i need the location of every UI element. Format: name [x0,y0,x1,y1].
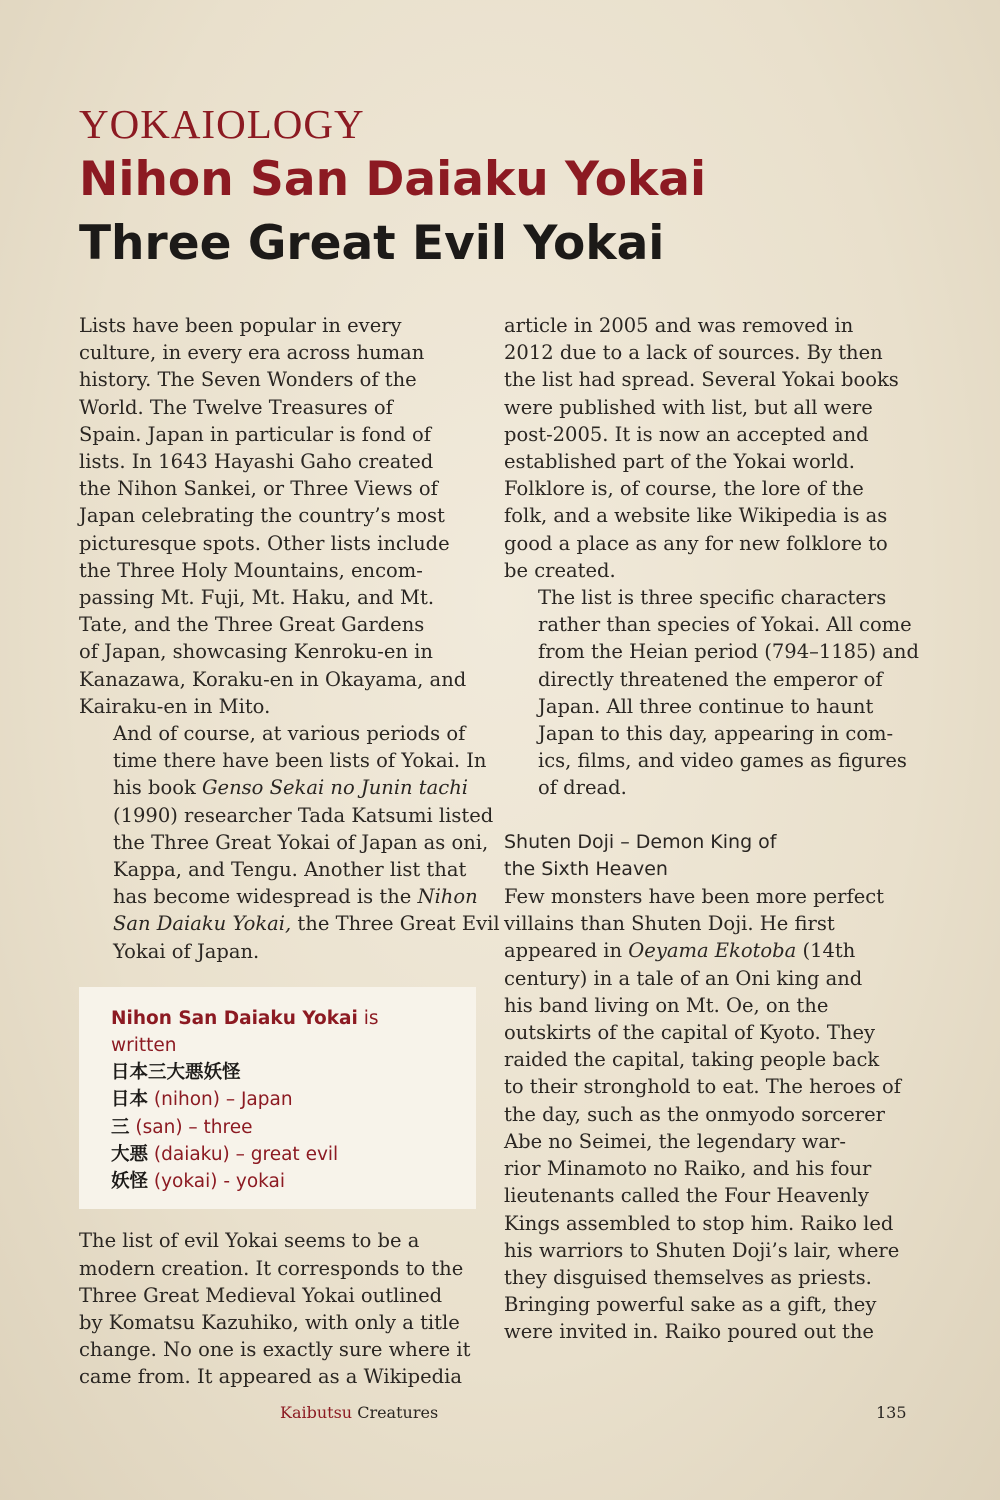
right-paragraph-2 [504,584,919,802]
text-line [79,774,479,801]
text-line: article in 2005 and was removed in [504,314,854,337]
text-line: of dread. [538,776,627,800]
text-line: The list of evil Yokai seems to be a [79,1229,420,1253]
text-span: the Three Great Evil [291,912,500,936]
text-line: were published with list, but all were [504,395,873,419]
text-line: Kappa, and Tengu. Another list that [113,858,467,882]
text-line: established part of the Yokai world. [504,450,855,474]
right-paragraph-1 [504,312,904,584]
italic-term: Nihon [417,885,478,909]
text-line: change. No one is exactly sure where it [79,1338,471,1362]
text-line: they disguised themselves as priests. [504,1265,872,1289]
text-line: good a place as any for new folklore to [504,531,888,555]
text-line: raided the capital, taking people back [504,1048,880,1072]
sidebar-heading-rest: is written [111,1007,379,1057]
text-line: Kings assembled to stop him. Raiko led [504,1211,894,1235]
kanji-row [111,1141,444,1168]
text-line: picturesque spots. Other lists include [79,531,450,555]
text-line: the Sixth Heaven [504,857,668,880]
text-line: lieutenants called the Four Heavenly [504,1184,869,1208]
text-span: his book [113,776,202,800]
title-english: Three Great Evil Yokai [79,216,665,271]
chapter-header [79,100,939,274]
text-line: to their stronghold to eat. The heroes of [504,1075,901,1099]
text-span: appeared in [504,939,629,963]
subheading-shuten-doji [504,829,904,883]
kanji-char: 日本 [111,1089,149,1111]
kanji-sidebar [79,987,476,1209]
kanji-row [111,1086,444,1113]
kanji-gloss: (nihon) – Japan [148,1089,293,1111]
text-line: from the Heian period (794–1185) and [538,640,919,664]
text-line: of Japan, showcasing Kenroku-en in [79,640,433,664]
paragraph-rest [504,965,904,1346]
text-line: rior Minamoto no Raiko, and his four [504,1157,872,1181]
text-line: culture, in every era across human [79,341,425,365]
text-line: the Nihon Sankei, or Three Views of [79,477,438,501]
text-line: World. The Twelve Treasures of [79,395,393,419]
text-line: be created. [504,558,616,582]
text-line: the day, such as the onmyodo sorcerer [504,1102,885,1126]
text-line: lists. In 1643 Hayashi Gaho created [79,450,434,474]
text-line: ics, films, and video games as figures [538,749,907,773]
text-line: rather than species of Yokai. All come [538,613,912,637]
text-line: directly threatened the emperor of [538,667,883,691]
text-line: villains than Shuten Doji. He first [504,912,835,936]
text-line: by Komatsu Kazuhiko, with only a title [79,1310,460,1334]
text-line [504,937,904,964]
text-line: modern creation. It corresponds to the [79,1256,464,1280]
text-line: the Three Holy Mountains, encom- [79,558,423,582]
text-line: Japan to this day, appearing in com- [538,722,894,746]
text-line: Folklore is, of course, the lore of the [504,477,864,501]
text-line: Kairaku-en in Mito. [79,694,271,718]
kanji-gloss: (yokai) - yokai [148,1171,286,1193]
kanji-gloss: (daiaku) – great evil [148,1143,339,1165]
text-line: 2012 due to a lack of sources. By then [504,341,883,365]
running-footer [280,1403,438,1422]
text-line: Lists have been popular in every [79,314,402,337]
text-line: post-2005. It is now an accepted and [504,422,869,446]
right-paragraph-3 [504,883,904,1345]
text-line: Japan. All three continue to haunt [538,694,874,718]
text-line: Kanazawa, Koraku-en in Okayama, and [79,667,467,691]
text-line: Japan celebrating the country’s most [79,504,445,528]
text-line: Few monsters have been more perfect [504,885,885,909]
left-paragraph-3 [79,1227,479,1390]
left-column [79,312,500,1391]
left-paragraph-2 [79,720,500,965]
text-line [79,910,500,937]
text-line: the Three Great Yokai of Japan as oni, [113,830,489,854]
text-line: Yokai of Japan. [113,939,260,963]
text-line: his band living on Mt. Oe, on the [504,993,829,1017]
footer-book: Kaibutsu [280,1403,353,1422]
sidebar-heading [111,1005,444,1059]
text-line: passing Mt. Fuji, Mt. Haku, and Mt. [79,586,435,610]
title-japanese: Nihon San Daiaku Yokai [79,152,707,207]
text-span: (14th [796,939,856,963]
text-line: the list had spread. Several Yokai books [504,368,899,392]
text-line: came from. It appeared as a Wikipedia [79,1365,462,1389]
book-title: Genso Sekai no Junin tachi [201,776,468,800]
text-line: century) in a tale of an Oni king and [504,966,863,990]
kanji-row [111,1114,444,1141]
sidebar-term: Nihon San Daiaku Yokai [111,1007,358,1029]
text-line: folk, and a website like Wikipedia is as [504,504,888,528]
full-kanji: 日本三大悪妖怪 [111,1062,241,1084]
text-line: Shuten Doji – Demon King of [504,830,777,853]
text-line: history. The Seven Wonders of the [79,368,417,392]
text-span: has become widespread is the [113,885,418,909]
right-column [504,312,919,1346]
left-paragraph-1 [79,312,479,720]
kanji-char: 妖怪 [111,1171,149,1193]
text-line: (1990) researcher Tada Katsumi listed [113,803,494,827]
page-number: 135 [876,1403,907,1422]
kanji-gloss: (san) – three [129,1116,253,1138]
text-line: Tate, and the Three Great Gardens [79,613,425,637]
text-line: Abe no Seimei, the legendary war- [504,1129,846,1153]
text-line: Bringing powerful sake as a gift, they [504,1293,877,1317]
text-line: Spain. Japan in particular is fond of [79,422,431,446]
text-line [79,883,479,910]
italic-term: San Daiaku Yokai, [113,912,292,936]
footer-section: Creatures [352,1403,439,1422]
kanji-char: 三 [111,1116,130,1138]
text-line: his warriors to Shuten Doji’s lair, where [504,1238,900,1262]
kanji-char: 大悪 [111,1143,149,1165]
section-kicker: YOKAIOLOGY [79,101,365,147]
book-title: Oeyama Ekotoba [628,939,797,963]
text-line: outskirts of the capital of Kyoto. They [504,1021,875,1045]
text-line: time there have been lists of Yokai. In [113,749,487,773]
kanji-row [111,1168,444,1195]
text-line: Three Great Medieval Yokai outlined [79,1283,443,1307]
text-line: were invited in. Raiko poured out the [504,1320,874,1344]
text-line: The list is three specific characters [538,586,887,610]
text-line: And of course, at various periods of [113,722,466,746]
